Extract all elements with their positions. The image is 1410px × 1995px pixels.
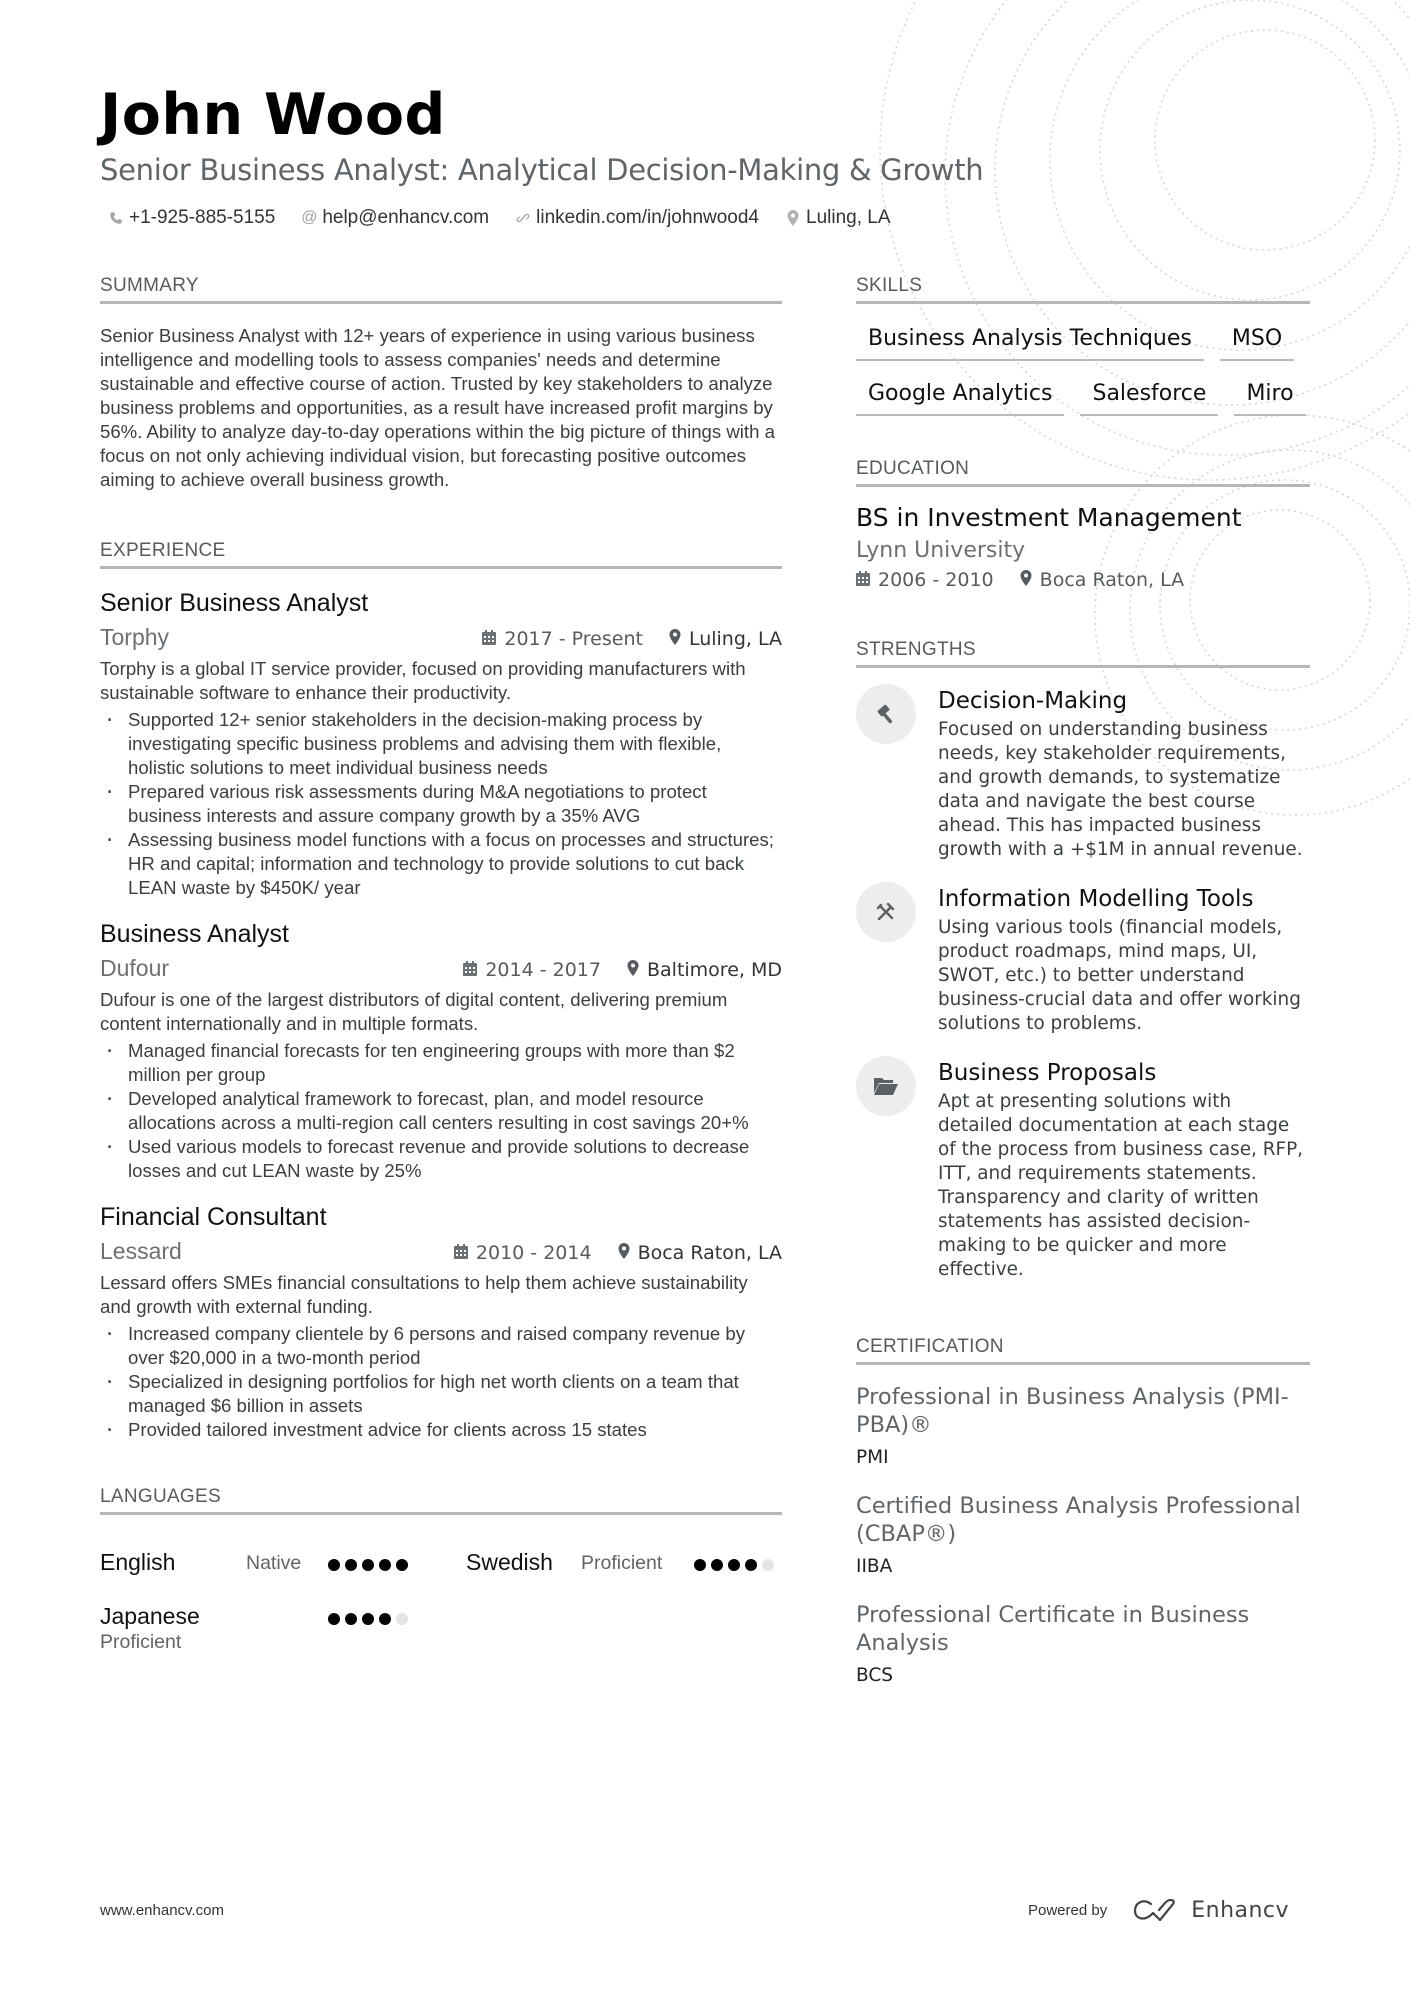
job-dates: 2017 - Present: [504, 628, 643, 650]
achievement-item: · Specialized in designing portfolios for high net worth clients on a team that managed $6 billion in assets: [100, 1370, 782, 1418]
achievement-item: · Supported 12+ senior stakeholders in the decision-making process by investigating specific business problems and advising them with flexible, holistic solutions to meet individual business needs: [100, 708, 782, 780]
certification-name: Certified Business Analysis Professional (CBAP®): [856, 1493, 1301, 1547]
certification-name: Professional in Business Analysis (PMI-PBA)®: [856, 1384, 1289, 1438]
rating-dot-filled: [345, 1559, 357, 1571]
skill-tag: Business Analysis Techniques: [856, 320, 1204, 361]
skills-section: [856, 275, 1310, 416]
rating-dot-filled: [728, 1559, 740, 1571]
experience-entry: [100, 1203, 782, 1442]
skills-list: [856, 320, 1310, 416]
job-location: Luling, LA: [688, 628, 782, 650]
language-name: Swedish: [466, 1549, 553, 1575]
certification-item: [856, 1492, 1310, 1577]
company-name: Dufour: [100, 955, 170, 981]
education-section: [856, 458, 1310, 591]
right-column: [856, 275, 1310, 1686]
experience-section: [100, 540, 782, 1442]
rating-dot-filled: [694, 1559, 706, 1571]
contact-phone-text: +1-925-885-5155: [129, 207, 276, 228]
tools-icon: [856, 882, 916, 942]
location-icon: [785, 210, 801, 226]
achievement-item: · Assessing business model functions with a focus on processes and structures; HR and capital; information and technology to provide solutions to cut back LEAN waste by $450K/ year: [100, 828, 782, 900]
strength-item: [856, 688, 1310, 862]
language-rating: [328, 1559, 408, 1571]
certification-heading: CERTIFICATION: [856, 1336, 1310, 1365]
strength-item: [856, 886, 1310, 1036]
language-level: Proficient: [581, 1552, 663, 1574]
rating-dot-filled: [328, 1613, 340, 1625]
calendar-icon: [482, 628, 496, 650]
job-title: Senior Business Analyst: [100, 589, 369, 617]
languages-list: [100, 1515, 782, 1655]
rating-dot-filled: [396, 1559, 408, 1571]
contact-phone[interactable]: [108, 207, 275, 229]
achievement-list: [100, 1322, 782, 1442]
calendar-icon: [463, 959, 477, 981]
phone-icon: [108, 211, 124, 225]
language-rating: [328, 1613, 408, 1625]
summary-heading: SUMMARY: [100, 275, 782, 304]
summary-text: Senior Business Analyst with 12+ years of experience in using various business intelligence and modelling tools to assess companies' needs and determine sustainable and effective course of action. Trusted by key stakeholders to analyze business problems and opportunities, as a result have increased profit margins by 56%. Ability to analyze day-to-day operations within the big picture of things with a focus on not only achieving individual vision, but forecasting positive outcomes aiming to achieve overall business growth.: [100, 325, 775, 490]
company-description: Dufour is one of the largest distributors of digital content, delivering premium content internationally and in multiple formats.: [100, 989, 728, 1034]
rating-dot-filled: [345, 1613, 357, 1625]
strength-item: [856, 1060, 1310, 1282]
achievement-item: · Increased company clientele by 6 persons and raised company revenue by over $20,000 in a two-month period: [100, 1322, 782, 1370]
rating-dot-filled: [379, 1613, 391, 1625]
education-dates: 2006 - 2010: [878, 569, 994, 591]
strengths-section: [856, 639, 1310, 1282]
at-icon: @: [301, 209, 318, 226]
contact-email-text: help@enhancv.com: [322, 207, 490, 228]
experience-entry: [100, 920, 782, 1183]
strength-title: Information Modelling Tools: [938, 886, 1254, 912]
job-dates: 2014 - 2017: [485, 959, 601, 981]
footer-website-link[interactable]: www.enhancv.com: [100, 1902, 224, 1919]
enhancv-brand-name: Enhancv: [1191, 1898, 1290, 1923]
company-description: Torphy is a global IT service provider, focused on providing manufacturers with sustainable software to enhance their productivity.: [100, 658, 746, 703]
rating-dot-filled: [711, 1559, 723, 1571]
strengths-heading: STRENGTHS: [856, 639, 1310, 668]
summary-section: [100, 275, 782, 492]
certification-section: [856, 1336, 1310, 1686]
certification-item: [856, 1601, 1310, 1686]
language-level: Proficient: [100, 1631, 182, 1653]
powered-by[interactable]: [1028, 1898, 1289, 1923]
experience-entry: [100, 589, 782, 900]
language-level: Native: [246, 1552, 302, 1574]
job-location: Boca Raton, LA: [637, 1242, 782, 1264]
education-heading: EDUCATION: [856, 458, 1310, 487]
rating-dot-filled: [362, 1559, 374, 1571]
rating-dot-filled: [328, 1559, 340, 1571]
company-description: Lessard offers SMEs financial consultations to help them achieve sustainability and growth with external funding.: [100, 1272, 748, 1317]
rating-dot-filled: [379, 1559, 391, 1571]
achievement-item: · Developed analytical framework to forecast, plan, and model resource allocations across a multi-region call centers resulting in cost savings 20+%: [100, 1087, 782, 1135]
achievement-item: · Provided tailored investment advice for clients across 15 states: [100, 1418, 782, 1442]
skills-heading: SKILLS: [856, 275, 1310, 304]
location-pin-icon: [627, 959, 639, 981]
certification-issuer: IIBA: [856, 1556, 893, 1577]
achievement-item: · Prepared various risk assessments during M&A negotiations to protect business interests and assure company growth by a 35% AVG: [100, 780, 782, 828]
strength-title: Business Proposals: [938, 1060, 1157, 1086]
certification-issuer: PMI: [856, 1447, 889, 1468]
gavel-icon: [856, 684, 916, 744]
strength-description: Focused on understanding business needs, key stakeholder requirements, and growth demands, to systematize data and navigate the best course ahead. This has impacted business growth with a +$1M in annual revenue.: [938, 719, 1303, 860]
location-pin-icon: [669, 628, 681, 650]
language-name: English: [100, 1549, 176, 1575]
location-pin-icon: [1020, 569, 1032, 591]
languages-heading: LANGUAGES: [100, 1486, 782, 1515]
calendar-icon: [856, 569, 870, 591]
language-name: Japanese: [100, 1603, 200, 1629]
job-title: Business Analyst: [100, 920, 289, 948]
strength-description: Apt at presenting solutions with detailed documentation at each stage of the process from business case, RFP, ITT, and requirements statements. Transparency and clarity of written statements has assisted decision-making to be quicker and more effective.: [938, 1091, 1304, 1280]
powered-by-label: Powered by: [1028, 1902, 1108, 1919]
job-title: Financial Consultant: [100, 1203, 327, 1231]
left-column: [100, 275, 782, 1655]
contact-linkedin-text: linkedin.com/in/johnwood4: [536, 207, 760, 228]
job-dates: 2010 - 2014: [475, 1242, 592, 1264]
rating-dot-filled: [362, 1613, 374, 1625]
company-name: Lessard: [100, 1238, 182, 1264]
rating-dot-empty: [762, 1559, 774, 1571]
rating-dot-empty: [396, 1613, 408, 1625]
languages-section: [100, 1486, 782, 1655]
degree-title: BS in Investment Management: [856, 503, 1242, 532]
candidate-name: John Wood: [100, 82, 446, 148]
enhancv-logo: [1133, 1898, 1289, 1923]
education-location: Boca Raton, LA: [1039, 569, 1185, 591]
contact-email[interactable]: [301, 207, 489, 229]
experience-heading: EXPERIENCE: [100, 540, 782, 569]
contact-info: [108, 207, 891, 229]
certification-issuer: BCS: [856, 1665, 894, 1686]
skill-tag: Salesforce: [1080, 375, 1218, 416]
achievement-item: · Managed financial forecasts for ten engineering groups with more than $2 million per group: [100, 1039, 782, 1087]
contact-location-text: Luling, LA: [806, 207, 891, 228]
language-rating: [694, 1559, 774, 1571]
company-name: Torphy: [100, 624, 170, 650]
achievement-list: [100, 1039, 782, 1183]
folder-open-icon: [856, 1056, 916, 1116]
skill-tag: Google Analytics: [856, 375, 1064, 416]
rating-dot-filled: [745, 1559, 757, 1571]
enhancv-logo-icon: [1133, 1899, 1181, 1923]
location-pin-icon: [618, 1242, 630, 1264]
certification-name: Professional Certificate in Business Analysis: [856, 1602, 1250, 1656]
strength-title: Decision-Making: [938, 688, 1128, 714]
job-location: Baltimore, MD: [646, 959, 782, 981]
candidate-headline: Senior Business Analyst: Analytical Decision-Making & Growth: [100, 153, 984, 187]
skill-tag: Miro: [1234, 375, 1305, 416]
contact-linkedin[interactable]: [515, 207, 759, 229]
achievement-item: · Used various models to forecast revenue and provide solutions to decrease losses and cut LEAN waste by 25%: [100, 1135, 782, 1183]
school-name: Lynn University: [856, 538, 1026, 563]
contact-location: [785, 207, 891, 229]
calendar-icon: [454, 1242, 468, 1264]
strength-description: Using various tools (financial models, product roadmaps, mind maps, UI, SWOT, etc.) to better understand business-crucial data and offer working solutions to problems.: [938, 917, 1301, 1034]
certification-item: [856, 1383, 1310, 1468]
skill-tag: MSO: [1220, 320, 1294, 361]
link-icon: [515, 211, 531, 225]
achievement-list: [100, 708, 782, 900]
